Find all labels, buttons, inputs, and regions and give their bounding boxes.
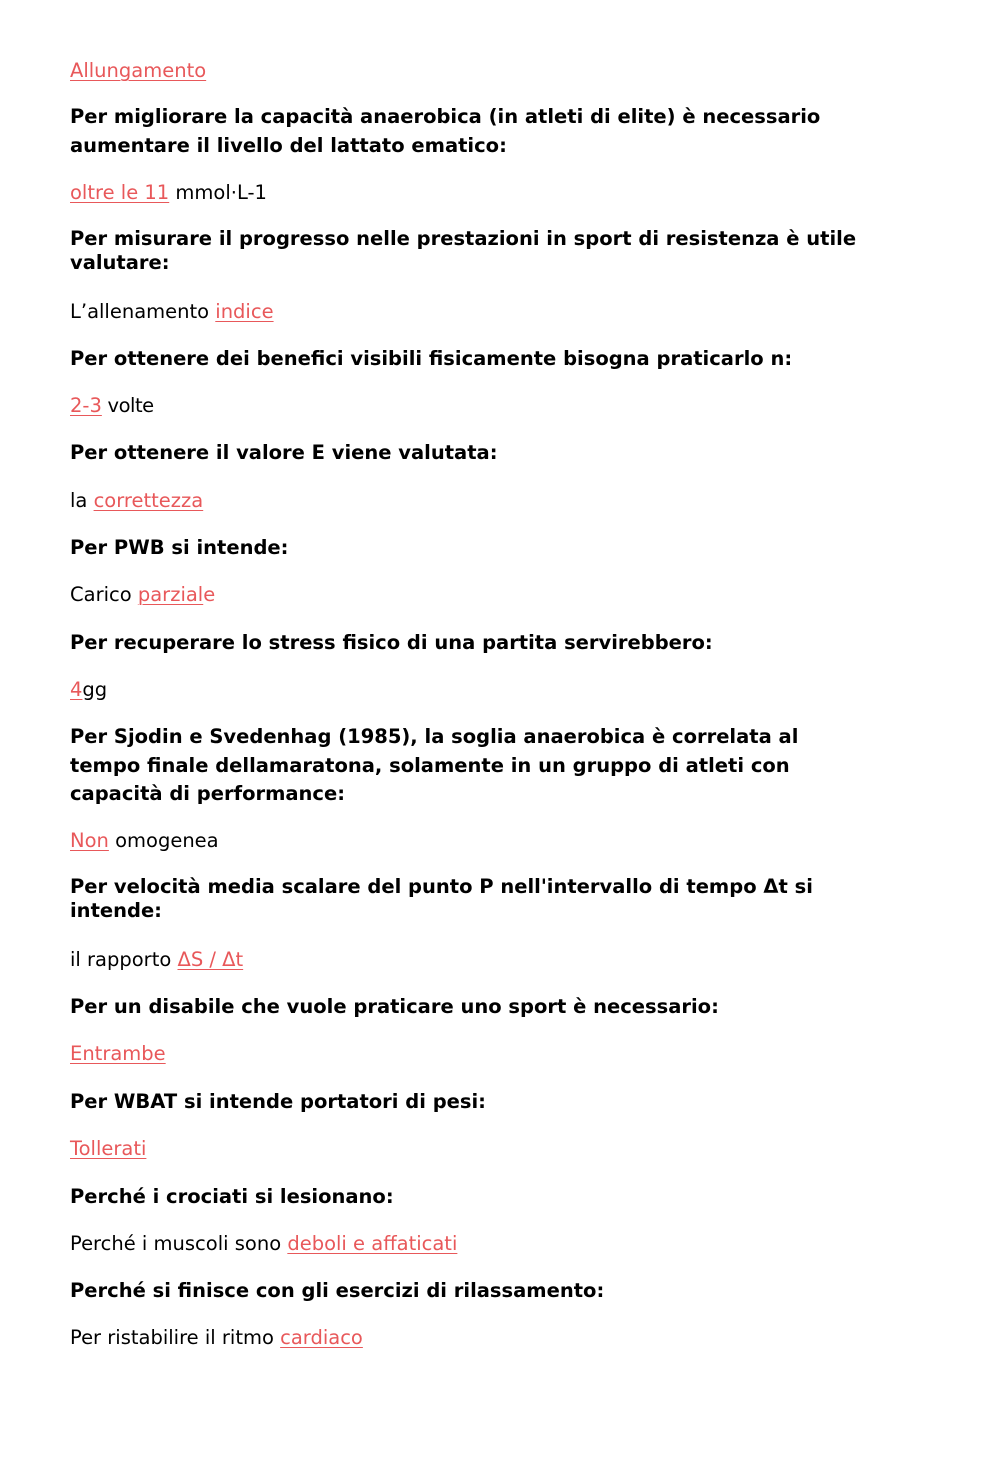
answer-line [70,298,274,326]
question-text: Per un disabile che vuole praticare uno sport è necessario: [70,995,719,1018]
answer-highlight: cardiaco [280,1326,363,1349]
answer-highlight: ΔS / Δt [177,948,244,971]
answer-text: Per ristabilire il ritmo [70,1326,281,1349]
question-text: Per ottenere il valore E viene valutata: [70,441,498,464]
question-text: Per ottenere dei benefici visibili fisicamente bisogna praticarlo n: [70,347,793,370]
answer-highlight: correttezza [93,489,204,512]
answer-text: la [70,489,94,512]
answer-highlight: deboli e affaticati [287,1232,458,1255]
answer-highlight: Tollerati [70,1137,147,1160]
question-text: Per Sjodin e Svedenhag (1985), la soglia anaerobica è correlata al tempo finale dellamaratona, solamente in un gruppo di atleti con capacità di performance: [70,725,799,805]
answer-highlight: 2-3 [70,394,102,417]
answer-line [70,487,203,515]
answer-highlight: Allungamento [70,59,207,82]
question-text: Per WBAT si intende portatori di pesi: [70,1090,486,1113]
question-text: Perché i crociati si lesionano: [70,1185,394,1208]
answer-line [70,1135,146,1163]
answer-line [70,827,219,855]
answer-text-red: e [203,583,216,606]
answer-highlight: Non [70,829,109,852]
answer-text: L’allenamento [70,300,216,323]
question-text: Per recuperare lo stress fisico di una partita servirebbero: [70,631,713,654]
answer-text: gg [82,678,108,701]
answer-text: volte [101,394,154,417]
answer-highlight: parzial [137,583,204,606]
question-text: Perché si finisce con gli esercizi di rilassamento: [70,1279,605,1302]
answer-line [70,1324,363,1352]
answer-line [70,57,206,85]
answer-line [70,1230,457,1258]
answer-line [70,946,243,974]
answer-highlight: Entrambe [70,1042,166,1065]
question-text: Per velocità media scalare del punto P nell'intervallo di tempo Δt si intende: [70,875,813,922]
answer-highlight: oltre le 11 [70,181,170,204]
answer-text: mmol·L-1 [169,181,267,204]
question-text: Per misurare il progresso nelle prestazioni in sport di resistenza è utile valutare: [70,227,857,274]
answer-text: Perché i muscoli sono [70,1232,288,1255]
question-text: Per migliorare la capacità anaerobica (in atleti di elite) è necessario aumentare il livello del lattato ematico: [70,105,821,157]
answer-highlight: 4 [70,678,83,701]
answer-line [70,1040,166,1068]
answer-highlight: indice [215,300,274,323]
answer-text: Carico [70,583,138,606]
answer-line [70,581,215,609]
answer-line [70,392,154,420]
answer-line [70,676,107,704]
answer-line [70,179,267,207]
question-text: Per PWB si intende: [70,536,289,559]
answer-text: omogenea [108,829,219,852]
answer-text: il rapporto [70,948,178,971]
